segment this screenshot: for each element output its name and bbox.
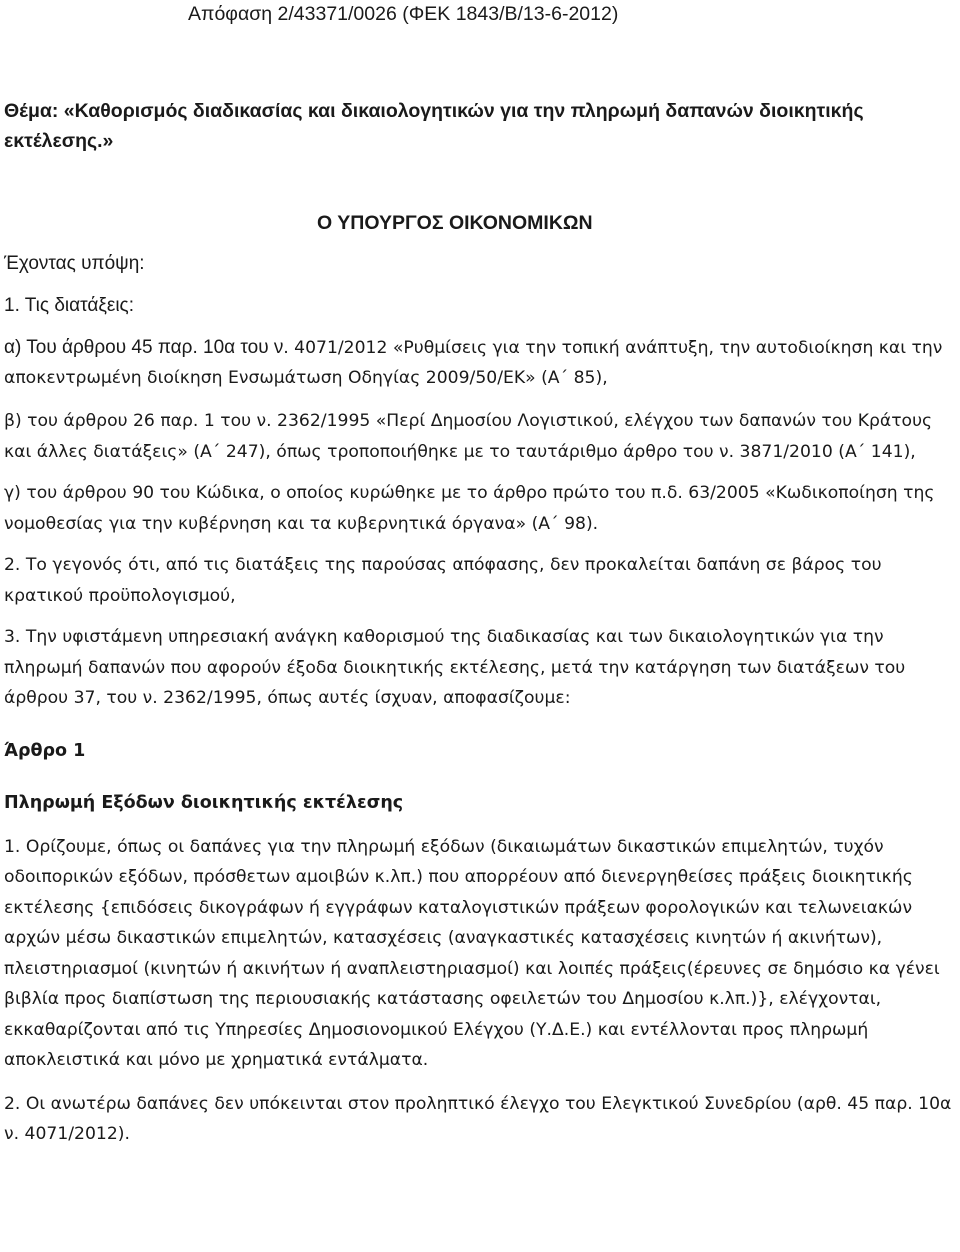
document-title: Απόφαση 2/43371/0026 (ΦΕΚ 1843/Β/13-6-2012) (188, 3, 619, 25)
consideration-item-2: 2. Το γεγονός ότι, από τις διατάξεις της παρούσας απόφασης, δεν προκαλείται δαπάνη σε βάρος του κρατικού προϋπολογισμού, (4, 555, 882, 606)
article-heading: Άρθρο 1 (4, 740, 86, 761)
having-regard-heading: Έχοντας υπόψη: (4, 253, 145, 274)
article-paragraph-1: 1. Ορίζουμε, όπως οι δαπάνες για την πληρωμή εξόδων (δικαιωμάτων δικαστικών επιμελητών, τυχόν οδοιπορικών εξόδων, πρόσθετων αμοιβών κ.λπ.) που απορρέουν από διενεργηθείσες πράξεις διοικητικής εκτέλεσης {επιδόσεις δικογράφων ή εγγράφων καταλογιστικών πράξεων φορολογικών και τελωνειακών αρχών μέσω δικαστικών επιμελητών, κατασχέσεις (αναγκαστικές κατασχέσεις κινητών ή ακινήτων), πλειστηριασμοί (κινητών ή ακινήτων ή αναπλειστηριασμοί) και λοιπές πράξεις(έρευνες σε δημόσιο κα γένει βιβλία προς διαπίστωση της περιουσιακής κατάστασης οφειλετών του Δημοσίου κ.λπ.)}, ελέγχονται, εκκαθαρίζονται από τις Υπηρεσίες Δημοσιονομικού Ελέγχου (Υ.Δ.Ε.) και εντέλλονται προς πληρωμή αποκλειστικά και μόνο με χρηματικά εντάλματα. (4, 836, 940, 1070)
provision-item-a-prefix: α) Του άρθρου 45 παρ. 10α του ν. (4, 337, 289, 358)
provisions-heading: 1. Τις διατάξεις: (4, 295, 134, 316)
document-page (4, 0, 956, 1150)
provision-item-a (4, 333, 956, 393)
provision-item-a-text: 4071/2012 «Ρυθμίσεις για την τοπική ανάπτυξη, την αυτοδιοίκηση και την αποκεντρωμένη διοίκηση Ενσωμάτωση Οδηγίας 2009/50/ΕΚ» (Α΄ 85), (4, 338, 943, 388)
provision-item-b: β) του άρθρου 26 παρ. 1 του ν. 2362/1995 «Περί Δημοσίου Λογιστικού, ελέγχου των δαπανών του Κράτους και άλλες διατάξεις» (Α΄ 247), όπως τροποποιήθηκε με το ταυτάριθμο άρθρο του ν. 3871/2010 (Α΄ 141), (4, 411, 933, 462)
consideration-item-3: 3. Την υφιστάμενη υπηρεσιακή ανάγκη καθορισμού της διαδικασίας και των δικαιολογητικών για την πληρωμή δαπανών που αφορούν έξοδα διοικητικής εκτέλεσης, μετά την κατάργηση των διατάξεων του άρθρου 37, του ν. 2362/1995, όπως αυτές ίσχυαν, αποφασίζουμε: (4, 627, 906, 708)
subject-line: Θέμα: «Καθορισμός διαδικασίας και δικαιολογητικών για την πληρωμή δαπανών διοικητικής εκτέλεσης.» (4, 100, 864, 152)
provision-item-c: γ) του άρθρου 90 του Κώδικα, ο οποίος κυρώθηκε με το άρθρο πρώτο του π.δ. 63/2005 «Κωδικοποίηση της νομοθεσίας για την κυβέρνηση και τα κυβερνητικά όργανα» (Α΄ 98). (4, 483, 935, 534)
article-paragraph-2: 2. Οι ανωτέρω δαπάνες δεν υπόκεινται στον προληπτικό έλεγχο του Ελεγκτικού Συνεδρίου (αρθ. 45 παρ. 10α ν. 4071/2012). (4, 1093, 952, 1144)
article-title: Πληρωμή Εξόδων διοικητικής εκτέλεσης (4, 792, 404, 813)
issuing-authority: Ο ΥΠΟΥΡΓΟΣ ΟΙΚΟΝΟΜΙΚΩΝ (317, 212, 593, 234)
